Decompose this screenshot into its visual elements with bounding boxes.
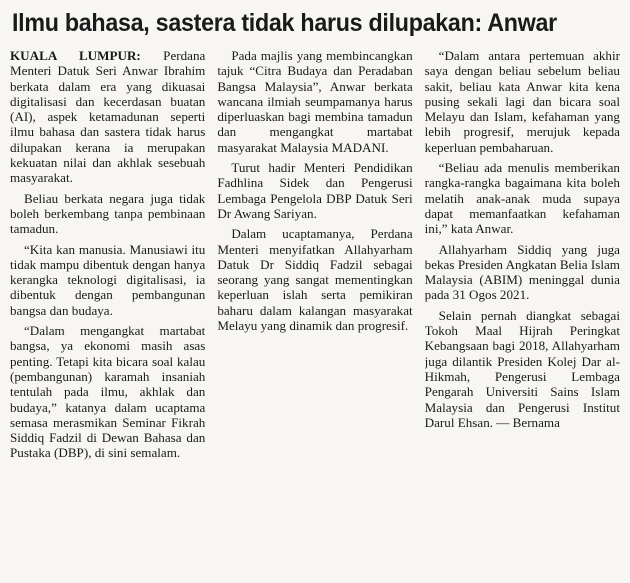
dateline: KUALA LUMPUR: — [10, 48, 141, 63]
paragraph: “Dalam antara pertemuan akhir saya dengan beliau sebelum beliau sakit, beliau kata Anwar kita kena pusing sekali lagi dan bicara soal Melayu dan Islam, kefahaman yang lebih progresif, merujuk kepada keperluan pembaharuan. — [424, 48, 620, 155]
column-1 — [10, 48, 205, 563]
paragraph: “Beliau ada menulis memberikan rangka-rangka bagaimana kita boleh melatih anak-anak muda supaya dapat memanfaatkan kefahaman ini,” kata Anwar. — [424, 160, 620, 237]
headline: Ilmu bahasa, sastera tidak harus dilupakan: Anwar — [12, 9, 557, 37]
paragraph: “Dalam mengangkat martabat bangsa, ya ekonomi masih asas penting. Tetapi kita bicara soal kalau (pembangunan) karamah insaniah tentulah pada ilmu, akhlak dan budaya,” katanya dalam ucaptama semasa merasmikan Seminar Fikrah Siddiq Fadzil di Dewan Bahasa dan Pustaka (DBP), di sini semalam. — [10, 323, 206, 461]
paragraph: Pada majlis yang membincangkan tajuk “Citra Budaya dan Peradaban Bangsa Malaysia”, Anwar berkata wancana ilmiah seumpamanya harus diperluaskan bagi membina tamadun dan mengangkat martabat masyarakat Malaysia MADANI. — [217, 48, 413, 155]
paragraph: Beliau berkata negara juga tidak boleh berkembang tanpa pembinaan tamadun. — [10, 190, 206, 237]
paragraph: Turut hadir Menteri Pendidikan Fadhlina Sidek dan Pengerusi Lembaga Pengelola DBP Datuk Seri Dr Awang Sariyan. — [217, 160, 413, 221]
paragraph-text: Perdana Menteri Datuk Seri Anwar Ibrahim berkata dalam era yang dikuasai digitalisasi dan kecerdasan buatan (AI), aspek ketamadunan seperti ilmu bahasa dan sastera tidak harus dilupakan kerana ia merupakan kekuatan nilai dan akhlak sesebuah masyarakat. — [10, 48, 206, 186]
column-3 — [425, 48, 620, 563]
paragraph: “Kita kan manusia. Manusiawi itu tidak mampu dibentuk dengan hanya kerangka teknologi digitalisasi, ia dibentuk dengan pembangunan bangsa dan budaya. — [10, 241, 206, 318]
paragraph: Selain pernah diangkat sebagai Tokoh Maal Hijrah Peringkat Kebangsaan bagi 2018, Allahyarham juga dilantik Presiden Kolej Dar al-Hikmah, Pengerusi Lembaga Pengarah Universiti Sains Islam Malaysia dan Pengerusi Institut Darul Ehsan. — Bernama — [424, 307, 620, 430]
article-body — [10, 48, 620, 563]
column-2 — [217, 48, 412, 563]
paragraph — [10, 48, 205, 186]
paragraph: Dalam ucaptamanya, Perdana Menteri menyifatkan Allahyarham Datuk Dr Siddiq Fadzil sebagai seorang yang sangat mementingkan keperluan islah serta pemikiran baharu dalam kalangan masyarakat Melayu yang dinamik dan progresif. — [217, 226, 413, 334]
paragraph: Allahyarham Siddiq yang juga bekas Presiden Angkatan Belia Islam Malaysia (ABIM) meninggal dunia pada 31 Ogos 2021. — [424, 241, 620, 303]
